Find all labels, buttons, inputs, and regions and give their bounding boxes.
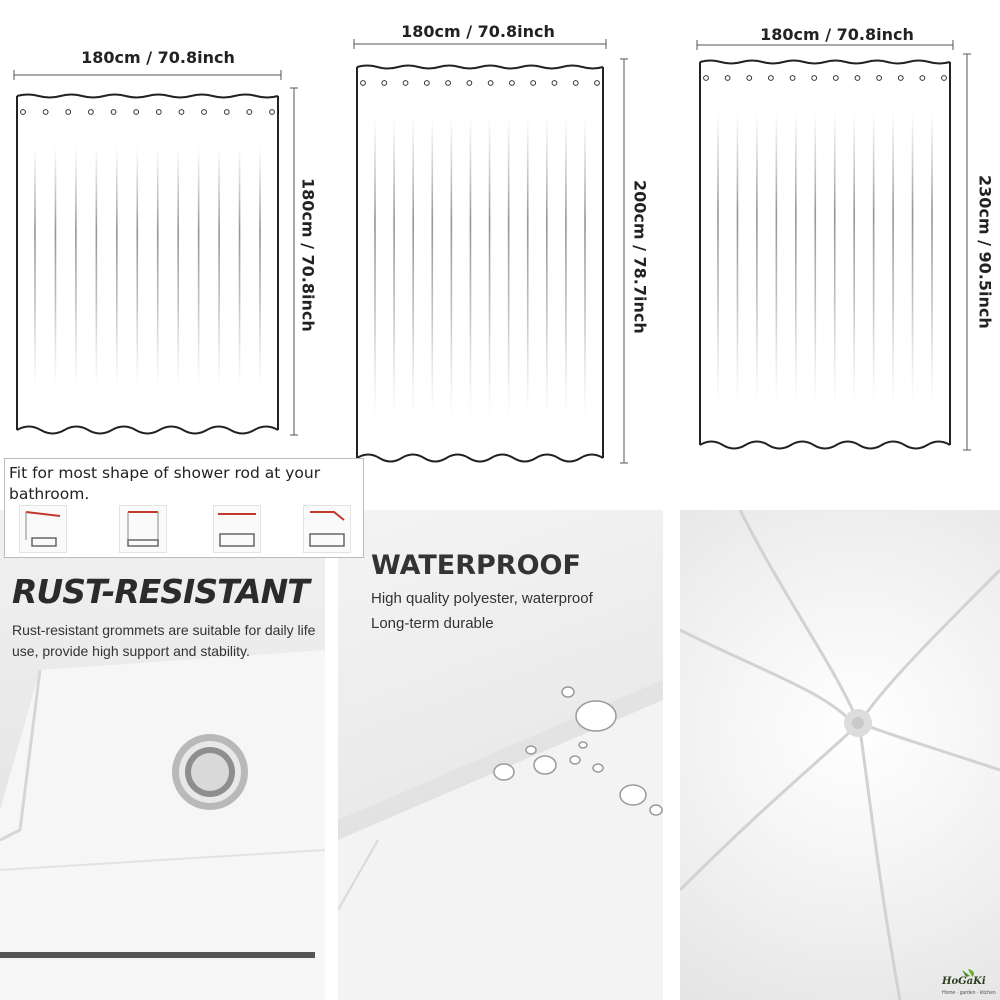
fabric-closeup-panel [680, 510, 1000, 1000]
curtain-fold-line [892, 112, 894, 405]
curtain-fold-line [776, 112, 778, 405]
curtain-outline-3 [0, 0, 1000, 470]
width-label-1: 180cm / 70.8inch [81, 48, 235, 67]
rust-resistant-description: Rust-resistant grommets are suitable for daily life use, provide high support and stability. [12, 622, 316, 659]
grommet-hole [898, 76, 903, 81]
fabric-swirl-illustration [680, 510, 1000, 1000]
curtain-diagram-3 [0, 0, 1000, 470]
curtain-fold-line [795, 112, 797, 405]
grommet-hole [769, 76, 774, 81]
waterproof-panel [338, 510, 663, 1000]
grommet-hole [790, 76, 795, 81]
grommet-hole [747, 76, 752, 81]
curtain-fold-line [834, 112, 836, 405]
brand-name: HoGaKi [942, 976, 986, 987]
grommet-hole [812, 76, 817, 81]
grommet-hole [725, 76, 730, 81]
waterproof-title: WATERPROOF [371, 550, 581, 581]
l-shaped-rod-tub-icon [303, 505, 351, 553]
rod-compatibility-box [4, 458, 364, 558]
waterproof-line-1: High quality polyester, waterproof [371, 590, 593, 607]
water-droplets-illustration [338, 510, 663, 1000]
corner-rod-icon [19, 505, 67, 553]
height-label-3: 230cm / 90.5inch [975, 175, 995, 329]
width-label-3: 180cm / 70.8inch [760, 25, 914, 44]
width-label-2: 180cm / 70.8inch [401, 22, 555, 41]
height-label-1: 180cm / 70.8inch [298, 178, 318, 332]
rust-resistant-panel [0, 510, 325, 1000]
curtain-fold-line [873, 112, 875, 405]
curtain-fold-line [853, 112, 855, 405]
brand-tagline: Home · garden · kitchen [942, 990, 996, 996]
curtain-fold-line [912, 112, 914, 405]
grommet-hole [704, 76, 709, 81]
curtain-bottom-edge [700, 442, 950, 449]
curtain-fold-line [717, 112, 719, 405]
curtain-fold-line [737, 112, 739, 405]
curtain-fold-line [756, 112, 758, 405]
rod-compatibility-text: Fit for most shape of shower rod at your bathroom. [9, 464, 321, 503]
grommet-hole [877, 76, 882, 81]
grommet-hole [942, 76, 947, 81]
curtain-top-edge [700, 61, 950, 64]
rust-resistant-title: RUST-RESISTANT [12, 572, 309, 611]
curtain-fold-line [814, 112, 816, 405]
curtain-fold-line [931, 112, 933, 405]
grommet-hole [833, 76, 838, 81]
straight-rod-tub-icon [213, 505, 261, 553]
grommet-hole [920, 76, 925, 81]
grommet-hole [855, 76, 860, 81]
waterproof-line-2: Long-term durable [371, 615, 494, 632]
height-label-2: 200cm / 78.7inch [630, 180, 650, 334]
straight-rod-stall-icon [119, 505, 167, 553]
